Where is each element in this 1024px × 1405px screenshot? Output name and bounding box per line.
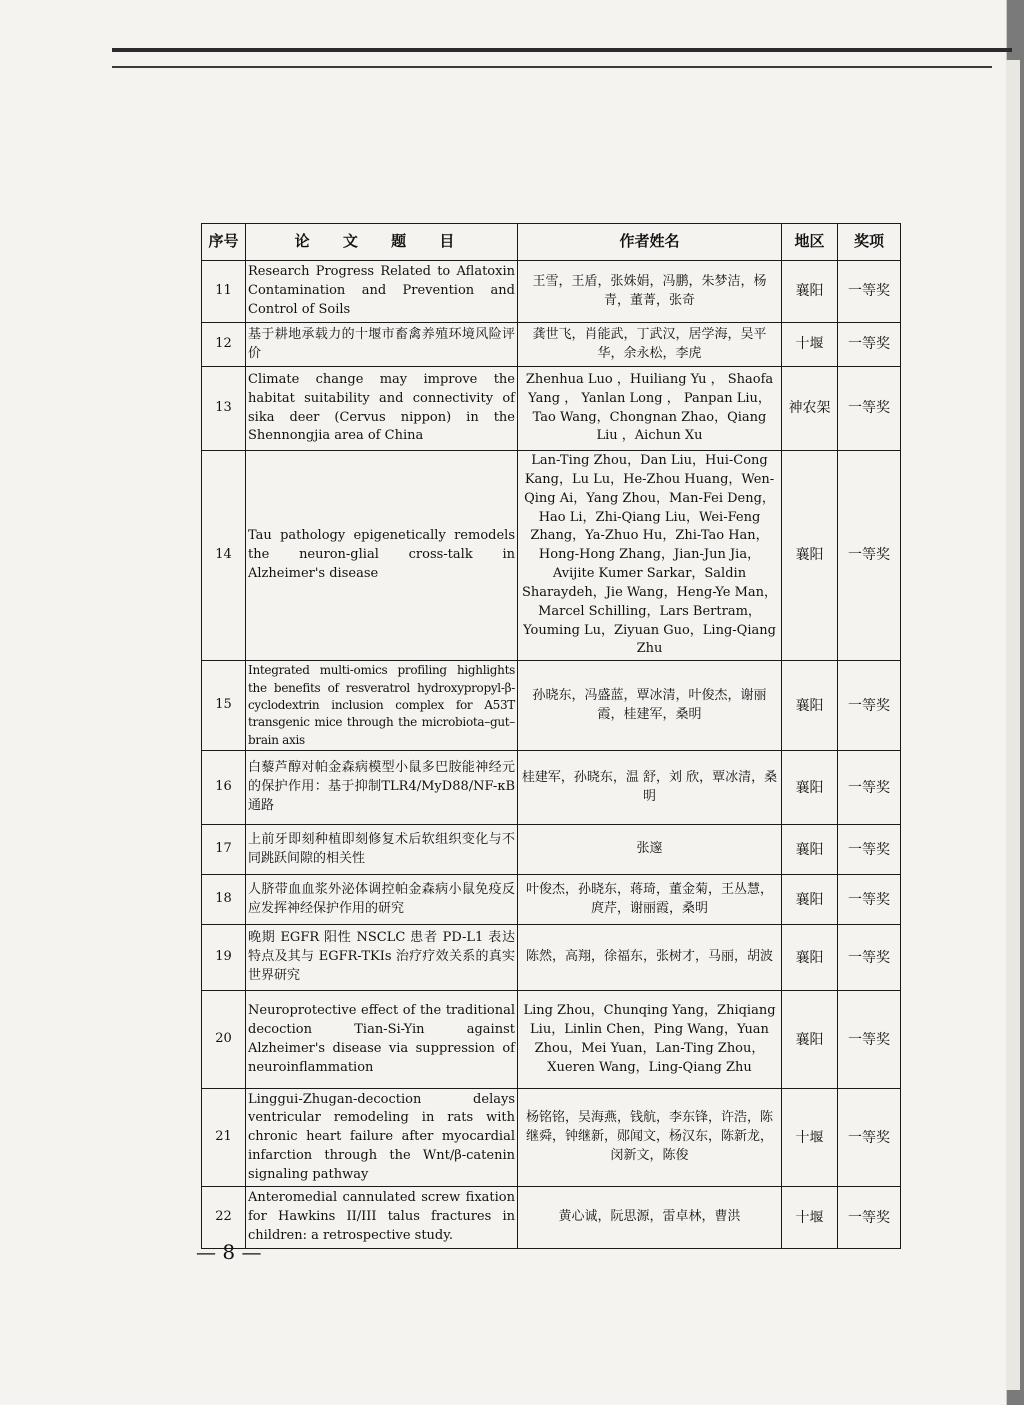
paper-title: Neuroprotective effect of the traditional decoction Tian-Si-Yin against Alzheimer's disease via suppression of neuroinflammation — [246, 991, 518, 1089]
authors: Ling Zhou，Chunqing Yang，Zhiqiang Liu，Linlin Chen，Ping Wang，Yuan Zhou，Mei Yuan，Lan-Ting Zhou，Xueren Wang，Ling-Qiang Zhu — [518, 991, 782, 1089]
table-row — [202, 661, 901, 751]
authors: 杨铭铭，吴海燕，钱航，李东锋，许浩，陈继舜，钟继新，郧闻文，杨汉东，陈新龙，闵新文，陈俊 — [518, 1089, 782, 1187]
award: 一等奖 — [838, 751, 901, 825]
region: 襄阳 — [782, 925, 838, 991]
table-row — [202, 875, 901, 925]
authors: Lan-Ting Zhou，Dan Liu，Hui-Cong Kang，Lu Lu，He-Zhou Huang，Wen-Qing Ai，Yang Zhou，Man-Fei Deng，Hao Li，Zhi-Qiang Liu，Wei-Feng Zhang，Ya-Zhuo Hu，Zhi-Tao Han，Hong-Hong Zhang，Jian-Jun Jia，Avijite Kumer Sarkar，Saldin Sharaydeh，Jie Wang，Heng-Ye Man，Marcel Schilling，Lars Bertram，Youming Lu，Ziyuan Guo，Ling-Qiang Zhu — [518, 451, 782, 661]
table-row — [202, 323, 901, 367]
row-number: 22 — [202, 1187, 246, 1249]
award: 一等奖 — [838, 261, 901, 323]
region: 襄阳 — [782, 661, 838, 751]
table-row — [202, 751, 901, 825]
paper-title: Climate change may improve the habitat suitability and connectivity of sika deer (Cervus nippon) in the Shennongjia area of China — [246, 367, 518, 451]
row-number: 15 — [202, 661, 246, 751]
paper-title: Linggui-Zhugan-decoction delays ventricular remodeling in rats with chronic heart failure after myocardial infarction through the Wnt/β-catenin signaling pathway — [246, 1089, 518, 1187]
page-edge — [1006, 60, 1020, 1390]
table-header-row — [202, 224, 901, 261]
region: 襄阳 — [782, 451, 838, 661]
table-row — [202, 1089, 901, 1187]
region: 十堰 — [782, 1089, 838, 1187]
paper-title: 上前牙即刻种植即刻修复术后软组织变化与不同跳跃间隙的相关性 — [246, 825, 518, 875]
awards-table — [201, 223, 901, 1249]
header-title: 论 文 题 目 — [246, 224, 518, 261]
paper-title: 人脐带血血浆外泌体调控帕金森病小鼠免疫反应发挥神经保护作用的研究 — [246, 875, 518, 925]
header-region: 地区 — [782, 224, 838, 261]
row-number: 14 — [202, 451, 246, 661]
table-row — [202, 925, 901, 991]
table-row — [202, 261, 901, 323]
award: 一等奖 — [838, 661, 901, 751]
region: 十堰 — [782, 323, 838, 367]
row-number: 17 — [202, 825, 246, 875]
page-number: — 8 — — [196, 1240, 262, 1264]
award: 一等奖 — [838, 991, 901, 1089]
authors: 孙晓东，冯盛蓝，覃冰清，叶俊杰，谢丽霞，桂建军，桑明 — [518, 661, 782, 751]
table-row — [202, 451, 901, 661]
authors: 桂建军，孙晓东，温 舒，刘 欣，覃冰清，桑 明 — [518, 751, 782, 825]
row-number: 18 — [202, 875, 246, 925]
region: 襄阳 — [782, 825, 838, 875]
authors: 龚世飞，肖能武，丁武汉，居学海，吴平华，余永松，李虎 — [518, 323, 782, 367]
authors: 陈然，高翔，徐福东，张树才，马丽，胡波 — [518, 925, 782, 991]
row-number: 20 — [202, 991, 246, 1089]
region: 襄阳 — [782, 875, 838, 925]
paper-title: Research Progress Related to Aflatoxin Contamination and Prevention and Control of Soils — [246, 261, 518, 323]
award: 一等奖 — [838, 451, 901, 661]
award: 一等奖 — [838, 875, 901, 925]
table-row — [202, 991, 901, 1089]
row-number: 13 — [202, 367, 246, 451]
region: 襄阳 — [782, 261, 838, 323]
header-no: 序号 — [202, 224, 246, 261]
authors: Zhenhua Luo ，Huiliang Yu ， Shaofa Yang ， Yanlan Long ， Panpan Liu，Tao Wang，Chongnan Zhao，Qiang Liu ，Aichun Xu — [518, 367, 782, 451]
row-number: 16 — [202, 751, 246, 825]
award: 一等奖 — [838, 925, 901, 991]
row-number: 19 — [202, 925, 246, 991]
row-number: 21 — [202, 1089, 246, 1187]
award: 一等奖 — [838, 825, 901, 875]
authors: 叶俊杰，孙晓东，蒋琦，董金菊，王丛慧，庹芹，谢丽霞，桑明 — [518, 875, 782, 925]
authors: 张邃 — [518, 825, 782, 875]
authors: 黄心诚，阮思源，雷卓林，曹洪 — [518, 1187, 782, 1249]
row-number: 11 — [202, 261, 246, 323]
paper-title: Tau pathology epigenetically remodels the neuron-glial cross-talk in Alzheimer's disease — [246, 451, 518, 661]
region: 襄阳 — [782, 751, 838, 825]
region: 十堰 — [782, 1187, 838, 1249]
paper-title: Integrated multi-omics profiling highlights the benefits of resveratrol hydroxypropyl-β-cyclodextrin inclusion complex for A53T transgenic mice through the microbiota–gut–brain axis — [246, 661, 518, 751]
header-rule-secondary — [112, 66, 992, 68]
header-award: 奖项 — [838, 224, 901, 261]
table-row — [202, 1187, 901, 1249]
table-row — [202, 825, 901, 875]
award: 一等奖 — [838, 1187, 901, 1249]
paper-title: Anteromedial cannulated screw fixation for Hawkins II/III talus fractures in children: a retrospective study. — [246, 1187, 518, 1249]
region: 襄阳 — [782, 991, 838, 1089]
header-rule — [112, 48, 1012, 52]
paper-title: 白藜芦醇对帕金森病模型小鼠多巴胺能神经元的保护作用：基于抑制TLR4/MyD88/NF-κB 通路 — [246, 751, 518, 825]
award: 一等奖 — [838, 1089, 901, 1187]
paper-title: 基于耕地承载力的十堰市畜禽养殖环境风险评价 — [246, 323, 518, 367]
authors: 王雪，王盾，张姝娟，冯鹏，朱梦洁，杨青，董菁，张奇 — [518, 261, 782, 323]
row-number: 12 — [202, 323, 246, 367]
table-row — [202, 367, 901, 451]
header-authors: 作者姓名 — [518, 224, 782, 261]
award: 一等奖 — [838, 323, 901, 367]
award: 一等奖 — [838, 367, 901, 451]
paper-title: 晚期 EGFR 阳性 NSCLC 患者 PD-L1 表达特点及其与 EGFR-TKIs 治疗疗效关系的真实世界研究 — [246, 925, 518, 991]
region: 神农架 — [782, 367, 838, 451]
